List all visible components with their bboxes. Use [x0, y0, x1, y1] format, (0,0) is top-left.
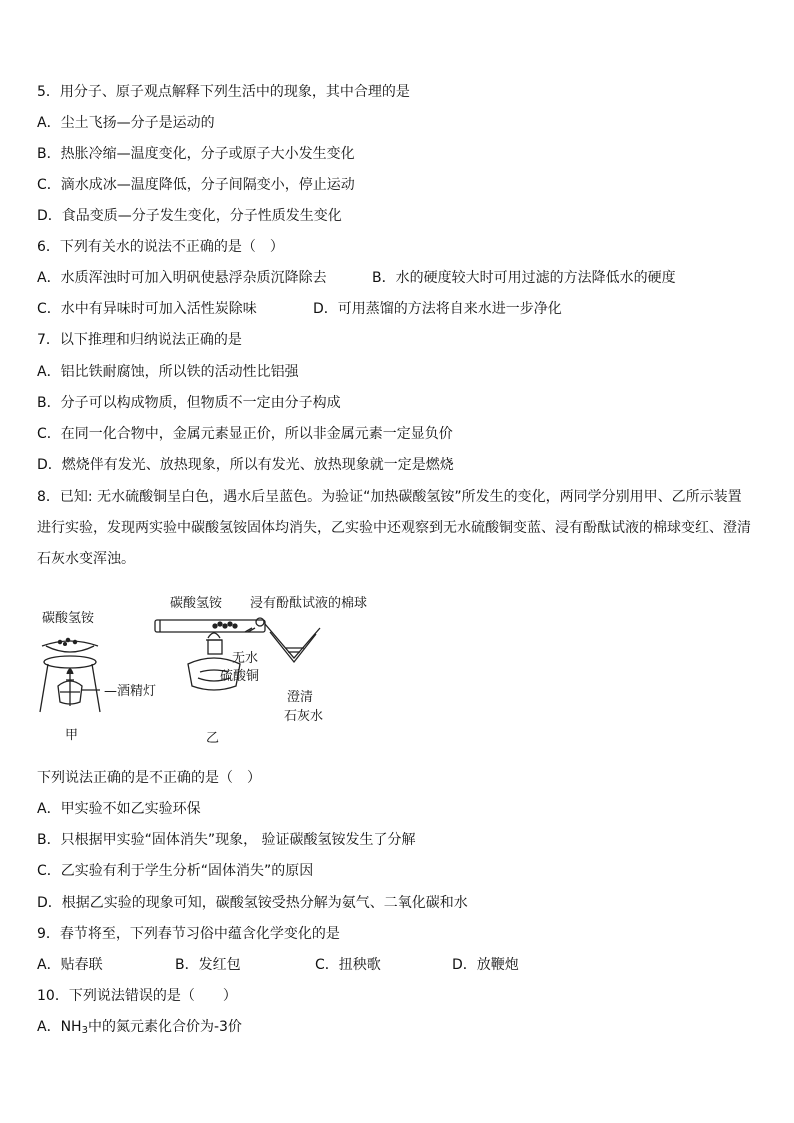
q5-option-c: C．滴水成冰—温度降低，分子间隔变小，停止运动 — [37, 177, 355, 193]
apparatus-jia-icon — [40, 638, 100, 712]
q7-option-b: B．分子可以构成物质，但物质不一定由分子构成 — [37, 395, 341, 411]
q7-option-c: C．在同一化合物中，金属元素显正价，所以非金属元素一定显负价 — [37, 426, 453, 442]
q6-option-d: D．可用蒸馏的方法将自来水进一步净化 — [313, 301, 562, 317]
q6-option-a: A．水质浑浊时可加入明矾使悬浮杂质沉降除去 — [37, 270, 327, 286]
q8-stem-line-1: 8．已知: 无水硫酸铜呈白色，遇水后呈蓝色。为验证“加热碳酸氢铵”所发生的变化，两同学分别用甲、乙所示装置 — [37, 489, 742, 505]
label-lime-water: 石灰水 — [284, 709, 324, 724]
q6-stem: 6．下列有关水的说法不正确的是（ ） — [37, 239, 284, 255]
label-clear: 澄清 — [287, 690, 314, 705]
q8-stem-line-3: 石灰水变浑浊。 — [37, 551, 135, 567]
q9-option-d: D．放鞭炮 — [452, 957, 519, 973]
q8-stem-line-2: 进行实验，发现两实验中碳酸氢铵固体均消失，乙实验中还观察到无水硫酸铜变蓝、浸有酚酞试液的棉球变红、澄清 — [37, 520, 751, 536]
q9-option-a: A．贴春联 — [37, 957, 103, 973]
q6-option-b: B．水的硬度较大时可用过滤的方法降低水的硬度 — [372, 270, 676, 286]
q7-option-a: A．铝比铁耐腐蚀，所以铁的活动性比铝强 — [37, 364, 299, 380]
label-alcohol-lamp: —酒精灯 — [104, 684, 157, 699]
label-copper-sulfate: 硫酸铜 — [220, 669, 260, 684]
label-anhydrous: 无水 — [232, 651, 259, 666]
caption-jia: 甲 — [65, 728, 79, 743]
q6-option-c: C．水中有异味时可加入活性炭除味 — [37, 301, 257, 317]
caption-yi: 乙 — [206, 731, 220, 746]
q10-stem: 10．下列说法错误的是（ ） — [37, 988, 237, 1004]
q9-option-b: B．发红包 — [175, 957, 241, 973]
q8-option-d: D．根据乙实验的现象可知，碳酸氢铵受热分解为氨气、二氧化碳和水 — [37, 895, 468, 911]
q7-option-d: D．燃烧伴有发光、放热现象，所以有发光、放热现象就一定是燃烧 — [37, 457, 454, 473]
q8-option-a: A．甲实验不如乙实验环保 — [37, 801, 201, 817]
q8-question: 下列说法正确的是不正确的是（ ） — [37, 770, 261, 786]
label-ammonium-bicarbonate-yi: 碳酸氢铵 — [170, 596, 223, 611]
label-phenolphthalein-cotton: 浸有酚酞试液的棉球 — [250, 596, 368, 611]
q5-option-b: B．热胀冷缩—温度变化，分子或原子大小发生变化 — [37, 146, 355, 162]
label-ammonium-bicarbonate-jia: 碳酸氢铵 — [42, 611, 95, 626]
q9-stem: 9．春节将至，下列春节习俗中蕴含化学变化的是 — [37, 926, 340, 942]
q8-option-c: C．乙实验有利于学生分析“固体消失”的原因 — [37, 863, 314, 879]
q5-option-a: A．尘土飞扬—分子是运动的 — [37, 115, 215, 131]
q5-stem: 5．用分子、原子观点解释下列生活中的现象，其中合理的是 — [37, 84, 410, 100]
q8-option-b: B．只根据甲实验“固体消失”现象， 验证碳酸氢铵发生了分解 — [37, 832, 416, 848]
q5-option-d: D．食品变质—分子发生变化，分子性质发生变化 — [37, 208, 342, 224]
q9-option-c: C．扭秧歌 — [315, 957, 381, 973]
q10-option-a: A．$NH_3$中的氮元素化合价为-3价 — [37, 1019, 242, 1036]
q7-stem: 7．以下推理和归纳说法正确的是 — [37, 332, 242, 348]
